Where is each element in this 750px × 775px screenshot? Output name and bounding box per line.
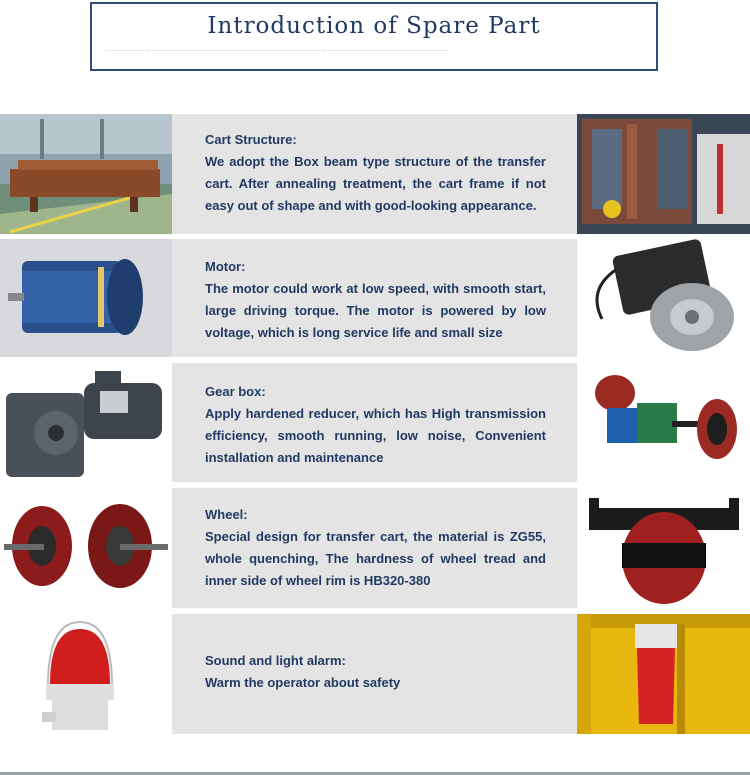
gear-box-panel — [172, 363, 577, 482]
cart-structure-panel — [172, 114, 577, 234]
drive-assembly-image — [577, 363, 750, 482]
ac-motor-image — [577, 239, 750, 357]
cart-frame-factory-image — [0, 114, 172, 234]
section-body: Special design for transfer cart, the material is ZG55, whole quenching, The hardness of wheel tread and inner side of wheel rim is HB320-380 — [205, 529, 546, 588]
page-title: Introduction of Spare Part — [207, 13, 541, 39]
motor-panel — [172, 239, 577, 357]
fine-print: ······································································································································································································································································································ — [106, 49, 449, 53]
gear-reducer-image — [0, 363, 172, 482]
section-body: The motor could work at low speed, with smooth start, large driving torque. The motor is powered by low voltage, which is long service life and small size — [205, 281, 546, 340]
section-heading: Sound and light alarm: — [205, 653, 346, 668]
wheels-image — [0, 488, 172, 608]
section-motor — [0, 239, 750, 357]
section-body: Warm the operator about safety — [205, 675, 401, 690]
section-wheel — [0, 488, 750, 608]
section-heading: Wheel: — [205, 507, 248, 522]
wheel-panel — [172, 488, 577, 608]
alarm-installed-image — [577, 614, 750, 734]
dc-motor-image — [0, 239, 172, 357]
section-cart-structure — [0, 114, 750, 234]
section-body: We adopt the Box beam type structure of the transfer cart. After annealing treatment, the cart frame if not easy out of shape and with good-looking appearance. — [205, 154, 546, 213]
section-heading: Motor: — [205, 259, 246, 274]
wheel-bracket-image — [577, 488, 750, 608]
alarm-panel — [172, 614, 577, 734]
cart-frame-welding-image — [577, 114, 750, 234]
section-heading: Gear box: — [205, 384, 266, 399]
section-gear-box — [0, 363, 750, 482]
section-heading: Cart Structure: — [205, 132, 297, 147]
section-alarm — [0, 614, 750, 734]
section-body: Apply hardened reducer, which has High transmission efficiency, smooth running, low noise, Convenient installation and maintenance — [205, 406, 546, 465]
title-box — [90, 2, 658, 71]
alarm-lamp-image — [0, 614, 172, 734]
